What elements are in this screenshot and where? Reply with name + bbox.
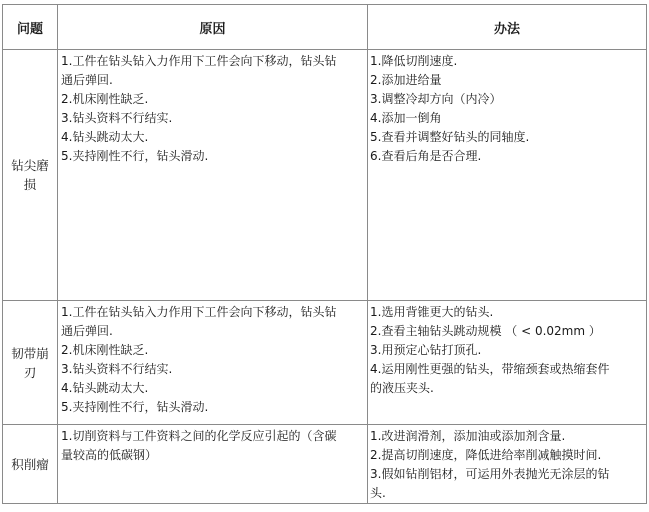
issue-cell-2 xyxy=(3,301,57,424)
cause-line: 4.钻头跳动太大. xyxy=(61,130,149,144)
solution-cell-2 xyxy=(370,303,644,398)
solution-cell-1 xyxy=(370,52,644,166)
header-cause: 原因 xyxy=(199,21,226,37)
solution-line: 的液压夹头. xyxy=(370,381,434,395)
solution-line: 头. xyxy=(370,486,386,500)
cause-line: 5.夹持刚性不行，钻头滑动. xyxy=(61,149,209,163)
cause-line: 1.切削资料与工件资料之间的化学反应引起的（含碳 xyxy=(61,429,337,443)
solution-line: 2.添加进给量 xyxy=(370,73,442,87)
cause-line: 2.机床刚性缺乏. xyxy=(61,343,149,357)
row-divider-1 xyxy=(3,300,646,301)
cause-line: 4.钻头跳动太大. xyxy=(61,381,149,395)
solution-line: 3.用预定心钻打顶孔. xyxy=(370,343,482,357)
solution-line: 4.添加一倒角 xyxy=(370,111,442,125)
issue-text: 韧带崩 xyxy=(11,345,49,361)
cause-line: 1.工件在钻头钻入力作用下工件会向下移动，钻头钻 xyxy=(61,54,337,68)
solution-line: 2.查看主轴钻头跳动规模 （ < 0.02mm ） xyxy=(370,324,601,338)
column-divider-1 xyxy=(57,5,58,503)
solution-line: 6.查看后角是否合理. xyxy=(370,149,482,163)
cause-cell-3 xyxy=(61,427,365,465)
cause-line: 5.夹持刚性不行，钻头滑动. xyxy=(61,400,209,414)
issue-text: 钻尖磨 xyxy=(11,158,49,173)
issue-text: 积削瘤 xyxy=(11,456,49,472)
troubleshooting-table xyxy=(2,4,647,504)
solution-line: 4.运用刚性更强的钻头，带缩颈套或热缩套件 xyxy=(370,362,610,376)
cause-line: 通后弹回. xyxy=(61,324,113,338)
column-divider-2 xyxy=(367,5,368,503)
solution-cell-3 xyxy=(370,427,644,503)
cause-line: 2.机床刚性缺乏. xyxy=(61,92,149,106)
solution-line: 1.降低切削速度. xyxy=(370,54,458,68)
cause-cell-1 xyxy=(61,52,365,166)
solution-line: 2.提高切削速度，降低进给率削减触摸时间. xyxy=(370,448,602,462)
issue-cell-1 xyxy=(3,50,57,300)
solution-line: 3.假如钻削铝材，可运用外表抛光无涂层的钻 xyxy=(370,467,610,481)
header-issue: 问题 xyxy=(16,21,43,37)
solution-line: 5.查看并调整好钻头的同轴度. xyxy=(370,130,530,144)
solution-line: 3.调整冷却方向（内冷） xyxy=(370,92,502,106)
issue-cell-3 xyxy=(3,425,57,503)
header-solution: 办法 xyxy=(493,21,520,37)
solution-line: 1.改进润滑剂，添加油或添加剂含量. xyxy=(370,429,566,443)
issue-text: 损 xyxy=(23,177,37,192)
cause-line: 1.工件在钻头钻入力作用下工件会向下移动，钻头钻 xyxy=(61,305,337,319)
header-divider xyxy=(3,49,646,50)
issue-text: 刃 xyxy=(23,364,37,380)
row-divider-2 xyxy=(3,424,646,425)
cause-line: 量较高的低碳钢） xyxy=(61,448,158,462)
cause-line: 3.钻头资料不行结实. xyxy=(61,111,173,125)
solution-line: 1.选用背锥更大的钻头. xyxy=(370,305,494,319)
cause-line: 3.钻头资料不行结实. xyxy=(61,362,173,376)
cause-line: 通后弹回. xyxy=(61,73,113,87)
cause-cell-2 xyxy=(61,303,365,417)
